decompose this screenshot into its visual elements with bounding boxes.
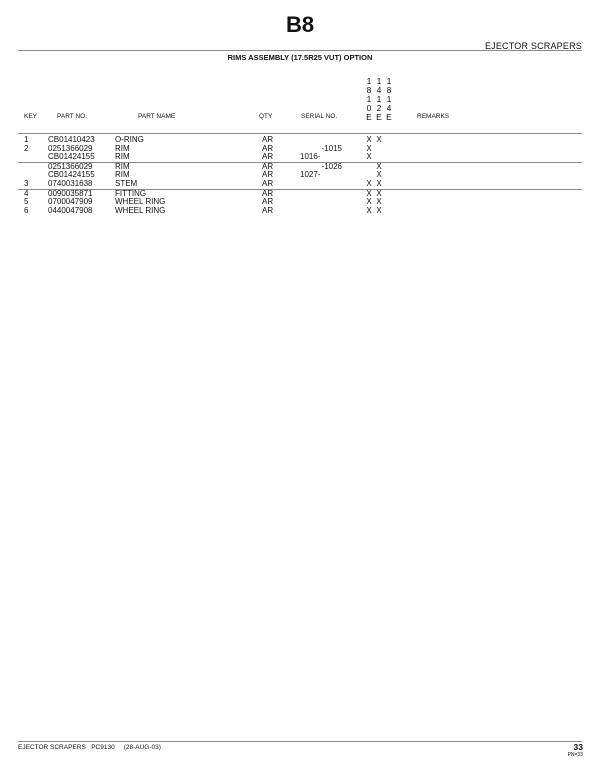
model-digit: 0 [366,103,372,113]
model-digit: 8 [366,85,372,95]
row-part-name: RIM [115,170,130,180]
row-qty: AR [262,161,274,171]
row-qty: AR [262,170,274,180]
row-key: 3 [24,178,29,188]
row-qty: AR [262,135,274,144]
footer-rule [18,741,582,742]
row-part-name: WHEEL RING [115,205,166,215]
row-part-name: STEM [115,178,138,188]
row-part-no: 0251366029 [48,143,93,153]
footer-text: EJECTOR SCRAPERS PC9130 (28-AUG-03) [18,744,161,751]
row-model-mark: X [376,188,382,198]
row-model-mark: X [376,161,382,171]
model-digit: 4 [386,103,392,113]
row-part-name: RIM [115,143,130,153]
row-key: 5 [24,197,29,207]
section-title: RIMS ASSEMBLY (17.5R25 VUT) OPTION [227,53,373,62]
row-part-no: 0440047908 [48,205,93,215]
manual-title: EJECTOR SCRAPERS [484,41,582,51]
model-digit: E [376,112,382,122]
row-serial: 1027- [300,170,321,180]
model-digit: 2 [376,103,382,113]
row-model-mark: X [376,178,382,188]
row-model-mark: X [366,135,372,144]
row-part-no: 0251366029 [48,161,93,171]
row-serial: -1015 [321,143,342,153]
row-part-name: RIM [115,152,130,162]
row-part-name: RIM [115,161,130,171]
table-row [0,207,600,216]
row-part-name: O-RING [115,135,144,144]
row-model-mark: X [366,178,372,188]
page-number: 33 [573,742,583,752]
row-part-name: FITTING [115,188,147,198]
row-part-no: 0700047909 [48,197,93,207]
row-part-no: 0740031638 [48,178,93,188]
row-qty: AR [262,178,274,188]
row-model-mark: X [376,205,382,215]
column-header-remarks: REMARKS [417,113,450,120]
header-rule [18,50,582,51]
row-serial: -1026 [321,161,342,171]
row-part-no: CB01424155 [48,152,95,162]
row-model-mark: X [376,197,382,207]
column-header-part-no: PART NO. [57,113,87,120]
table-row [0,153,600,162]
model-digit: 1 [386,94,392,104]
model-digit: E [386,112,392,122]
column-header-key: KEY [24,113,38,120]
row-model-mark: X [366,143,372,153]
model-digit: 1 [376,76,382,86]
row-serial: 1016- [300,152,321,162]
row-key: 1 [24,135,29,144]
parts-table [0,136,600,215]
table-row [0,180,600,189]
row-part-no: 0090035871 [48,188,93,198]
row-qty: AR [262,197,274,207]
table-header-rule [18,133,582,134]
row-qty: AR [262,152,274,162]
row-part-no: CB01424155 [48,170,95,180]
row-model-mark: X [366,197,372,207]
column-header-qty: QTY [259,113,273,120]
row-part-no: CB01410423 [48,135,95,144]
row-model-mark: X [366,205,372,215]
model-digit: 1 [386,76,392,86]
model-digit: 1 [366,76,372,86]
model-digit: 1 [366,94,372,104]
page-sub-number: PN=33 [567,752,583,758]
column-header-part-name: PART NAME [138,113,176,120]
row-model-mark: X [366,152,372,162]
row-qty: AR [262,143,274,153]
model-digit: 1 [376,94,382,104]
row-part-name: WHEEL RING [115,197,166,207]
column-header-serial-no: SERIAL NO. [301,113,338,120]
row-model-mark: X [366,188,372,198]
model-digit: 4 [376,85,382,95]
model-digit: E [366,112,372,122]
row-qty: AR [262,188,274,198]
model-digit: 8 [386,85,392,95]
page-code: B8 [285,12,315,37]
row-qty: AR [262,205,274,215]
row-key: 4 [24,188,29,198]
row-key: 2 [24,143,29,153]
row-key: 6 [24,205,29,215]
row-model-mark: X [376,170,382,180]
table-header [0,113,600,123]
row-model-mark: X [376,135,382,144]
